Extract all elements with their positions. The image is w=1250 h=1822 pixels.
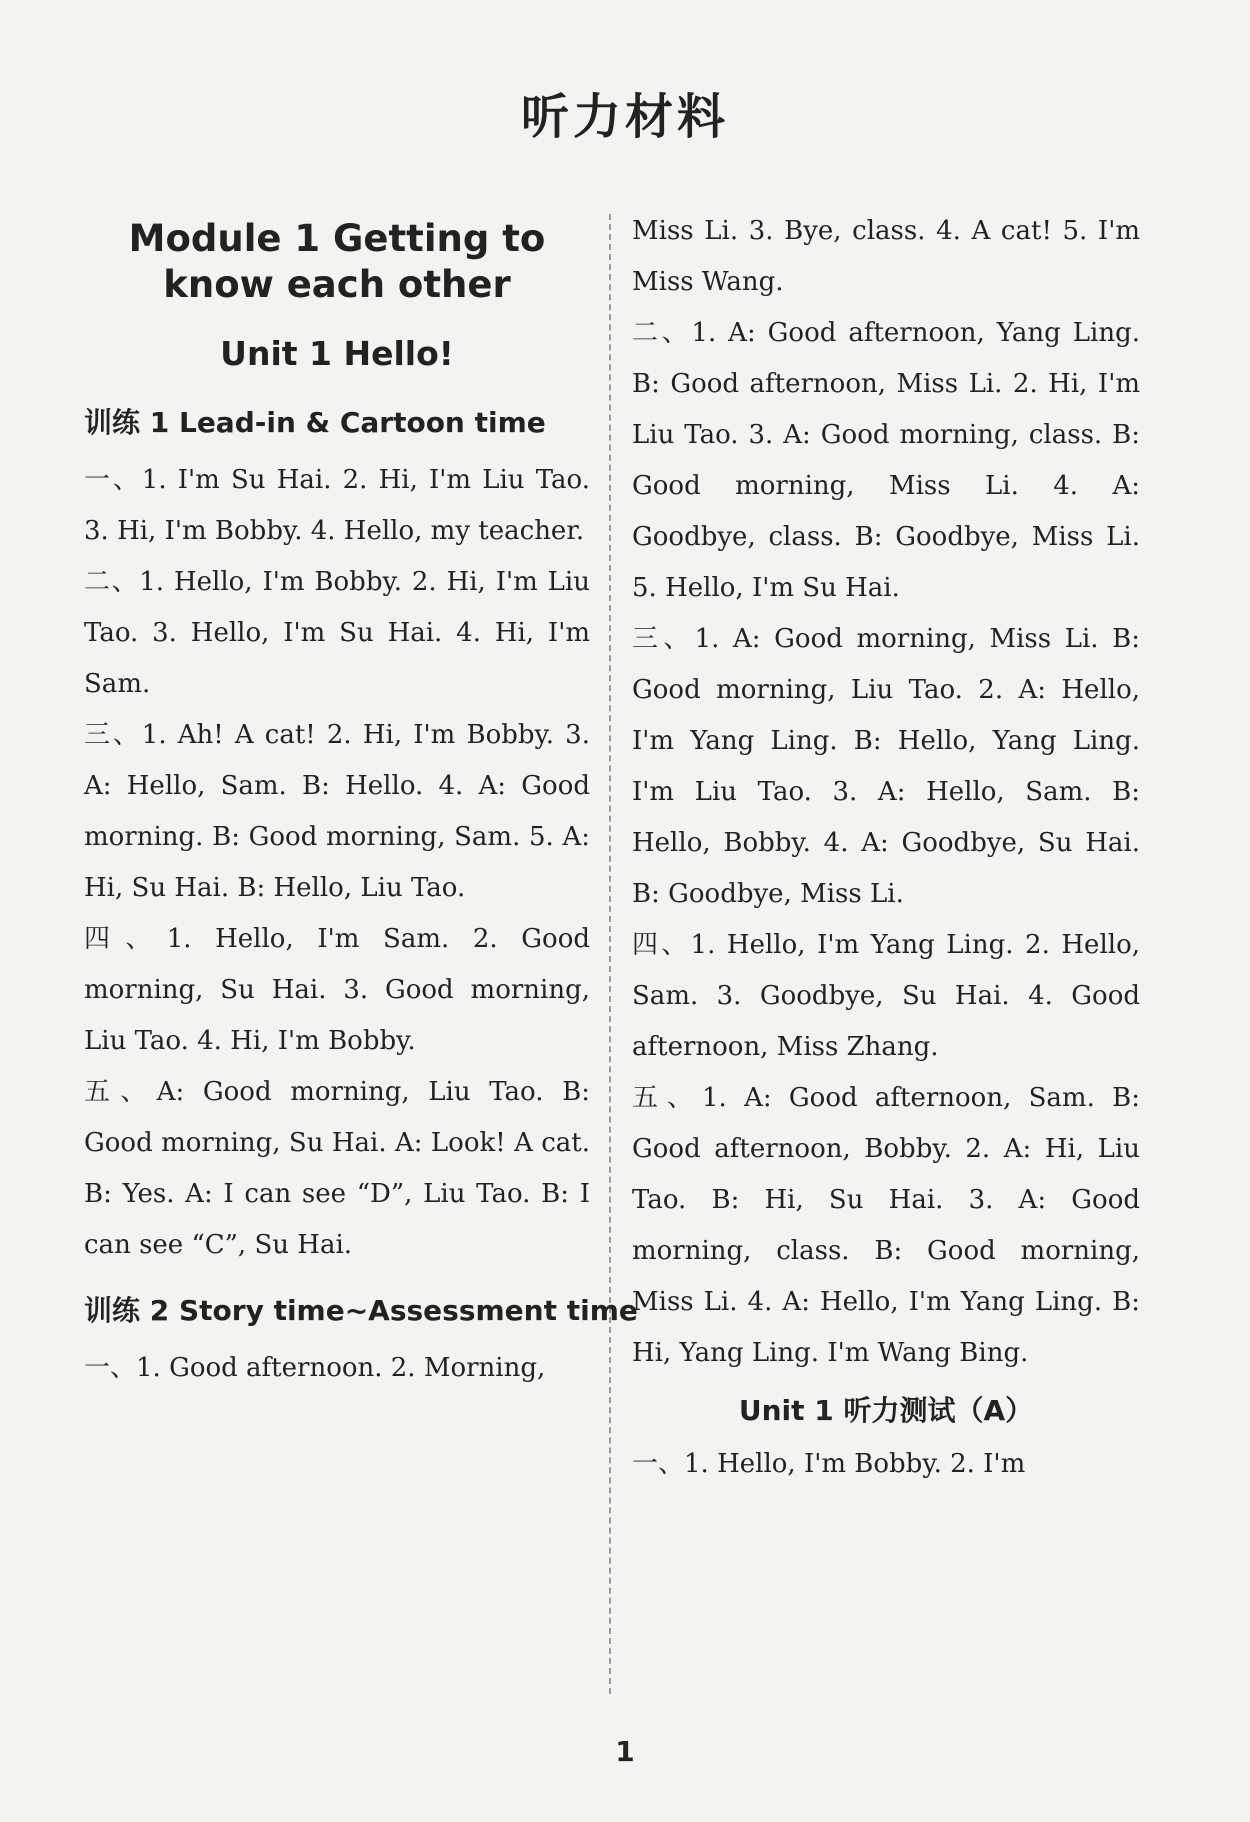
right-column: [632, 206, 1140, 1490]
module-title: Module 1 Getting to know each other: [128, 217, 546, 306]
test-heading: Unit 1 听力测试（A）: [738, 1394, 1034, 1427]
r-section-3: 三、1. A: Good morning, Miss Li. B: Good morning, Liu Tao. 2. A: Hello, I'm Yang Ling. B: Hello, Yang Ling. I'm Liu Tao. 3. A: Hello, Sam. B: Hello, Bobby. 4. A: Goodbye, Su Hai. B: Goodbye, Miss Li.: [632, 624, 1140, 909]
r-section-1-cont: Miss Li. 3. Bye, class. 4. A cat! 5. I'm Miss Wang.: [632, 216, 1140, 297]
t1-section-4: 四、1. Hello, I'm Sam. 2. Good morning, Su Hai. 3. Good morning, Liu Tao. 4. Hi, I'm Bobby.: [84, 924, 590, 1056]
r-section-2: 二、1. A: Good afternoon, Yang Ling. B: Good afternoon, Miss Li. 2. Hi, I'm Liu Tao. 3. A: Good morning, class. B: Good morning, Miss Li. 4. A: Goodbye, class. B: Goodbye, Miss Li. 5. Hello, I'm Su Hai.: [632, 318, 1140, 603]
t1-section-5: 五、A: Good morning, Liu Tao. B: Good morning, Su Hai. A: Look! A cat. B: Yes. A: I can see “D”, Liu Tao. B: I can see “C”, Su Hai.: [84, 1077, 590, 1260]
left-column: [84, 206, 638, 1394]
r-section-4: 四、1. Hello, I'm Yang Ling. 2. Hello, Sam. 3. Goodbye, Su Hai. 4. Good afternoon, Miss Zhang.: [632, 930, 1140, 1062]
column-divider: [609, 214, 611, 1694]
training-1-heading: 训练 1 Lead-in & Cartoon time: [84, 406, 546, 439]
page-title: 听力材料: [520, 89, 729, 145]
t1-section-3: 三、1. Ah! A cat! 2. Hi, I'm Bobby. 3. A: Hello, Sam. B: Hello. 4. A: Good morning. B: Good morning, Sam. 5. A: Hi, Su Hai. B: Hello, Liu Tao.: [84, 720, 590, 903]
r-section-5: 五、1. A: Good afternoon, Sam. B: Good afternoon, Bobby. 2. A: Hi, Liu Tao. B: Hi, Su Hai. 3. A: Good morning, class. B: Good morning, Miss Li. 4. A: Hello, I'm Yang Ling. B: Hi, Yang Ling. I'm Wang Bing.: [632, 1083, 1140, 1368]
t1-section-1: 一、1. I'm Su Hai. 2. Hi, I'm Liu Tao. 3. Hi, I'm Bobby. 4. Hello, my teacher.: [84, 465, 590, 546]
unit-title: Unit 1 Hello!: [220, 334, 454, 373]
page-number: 1: [615, 1735, 635, 1768]
training-2-heading: 训练 2 Story time~Assessment time: [84, 1294, 638, 1327]
test-section-1: 一、1. Hello, I'm Bobby. 2. I'm: [632, 1449, 1026, 1479]
t1-section-2: 二、1. Hello, I'm Bobby. 2. Hi, I'm Liu Tao. 3. Hello, I'm Su Hai. 4. Hi, I'm Sam.: [84, 567, 590, 699]
t2-section-1: 一、1. Good afternoon. 2. Morning,: [84, 1353, 546, 1383]
